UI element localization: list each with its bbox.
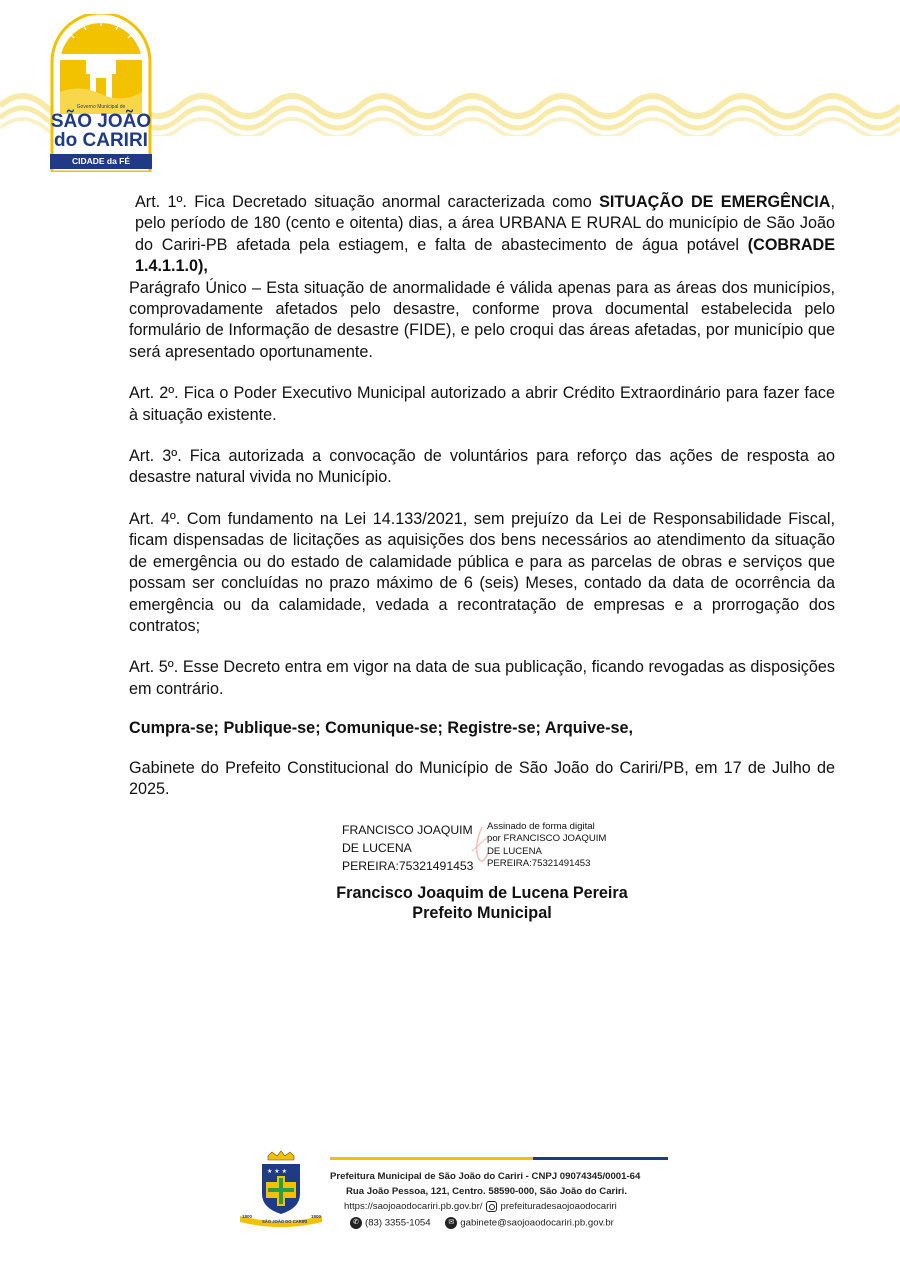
art1-middle: , pelo período de 180 (cento e oitenta) dias, a área URBANA E RURAL do município de São João do Cariri-PB afetada pela estiagem, e falta de abastecimento de água potável	[135, 193, 835, 254]
footer-color-bar	[330, 1157, 668, 1160]
logo-title-line2: do CARIRI	[54, 130, 148, 151]
sig-name-line3: PEREIRA:75321491453	[342, 859, 474, 873]
svg-text:★ ★ ★: ★ ★ ★	[267, 1168, 287, 1175]
sig-name-line2: DE LUCENA	[342, 841, 412, 855]
article-3: Art. 3º. Fica autorizada a convocação de voluntários para reforço das ações de resposta ao desastre natural vivida no Município.	[129, 447, 835, 487]
coat-year-right: 1800	[311, 1214, 322, 1219]
article-1-paragraph: Parágrafo Único – Esta situação de anormalidade é válida apenas para as áreas dos municípios, comprovadamente afetados pelo desastre, conforme prova documental estabelecida pelo formulário de Informação de desastre (FIDE), e pelo croqui das áreas afetadas, por município que será apresentado oportunamente.	[129, 278, 835, 361]
sig-name-line1: FRANCISCO JOAQUIM	[342, 823, 473, 837]
place-and-date: Gabinete do Prefeito Constitucional do Município de São João do Cariri/PB, em 17 de Julho de 2025.	[129, 758, 835, 798]
signer-name: Francisco Joaquim de Lucena Pereira	[336, 884, 628, 902]
sig-digital-line2: por FRANCISCO JOAQUIM	[487, 833, 607, 845]
closing-text: Cumpra-se; Publique-se; Comunique-se; Registre-se; Arquive-se,	[129, 719, 634, 738]
footer-phone[interactable]: (83) 3355-1054	[365, 1217, 431, 1229]
signer-block	[250, 884, 714, 923]
sig-digital-line4: PEREIRA:75321491453	[487, 857, 591, 869]
decree-body	[129, 192, 835, 800]
signature-digital-note	[487, 821, 606, 870]
art1-emphasis: SITUAÇÃO DE EMERGÊNCIA	[599, 193, 831, 211]
footer-entity-line: Prefeitura Municipal de São João do Cariri - CNPJ 09074345/0001-64	[330, 1171, 641, 1182]
digital-signature	[342, 821, 662, 879]
logo-badge: CIDADE da FÉ	[50, 154, 152, 169]
closing-formula	[129, 718, 835, 739]
instagram-icon	[486, 1201, 497, 1212]
footer-instagram-link[interactable]: prefeituradesaojoaodocariri	[500, 1201, 617, 1213]
article-1	[129, 192, 835, 278]
signer-title: Prefeito Municipal	[412, 903, 552, 922]
logo-subtitle: Governo Municipal de	[76, 104, 126, 110]
sig-digital-line1: Assinado de forma digital	[487, 821, 595, 832]
article-2: Art. 2º. Fica o Poder Executivo Municipal autorizado a abrir Crédito Extraordinário para fazer face à situação existente.	[129, 384, 835, 424]
coat-ribbon-text: SÃO JOÃO DO CARIRI	[262, 1219, 308, 1224]
signature-name-block	[342, 821, 473, 875]
sig-digital-line3: DE LUCENA	[487, 845, 542, 857]
page-footer	[236, 1150, 676, 1230]
logo-title-line1: SÃO JOÃO	[50, 111, 152, 132]
footer-website-link[interactable]: https://saojoaodocariri.pb.gov.br/	[344, 1201, 483, 1213]
phone-icon: ✆	[350, 1217, 362, 1229]
footer-address-line: Rua João Pessoa, 121, Centro. 58590-000, São João do Cariri.	[346, 1186, 628, 1197]
page-header	[0, 0, 900, 180]
article-5: Art. 5º. Esse Decreto entra em vigor na data de sua publicação, ficando revogadas as disposições em contrário.	[129, 658, 835, 698]
article-4: Art. 4º. Com fundamento na Lei 14.133/2021, sem prejuízo da Lei de Responsabilidade Fiscal, ficam dispensadas de licitações as aquisições dos bens necessários ao atendimento da situação de emergência ou do estado de calamidade pública e para as parcelas de obras e serviços que possam ser concluídas no prazo máximo de 6 (seis) Meses, contado da data de ocorrência da emergência ou da calamidade, vedada a recontratação de empresas e a prorrogação dos contratos;	[129, 509, 835, 635]
logo-city-name	[50, 112, 152, 150]
footer-contact-line	[350, 1217, 614, 1229]
footer-email-link[interactable]: gabinete@saojoaodocariri.pb.gov.br	[460, 1217, 614, 1229]
art1-prefix: Art. 1º. Fica Decretado situação anormal caracterizada como	[135, 193, 600, 211]
email-icon: ✉	[445, 1217, 457, 1229]
coat-year-left: 1800	[242, 1214, 253, 1219]
footer-web-line	[344, 1201, 617, 1212]
art1-cobrade: (COBRADE 1.4.1.1.0),	[135, 235, 835, 276]
